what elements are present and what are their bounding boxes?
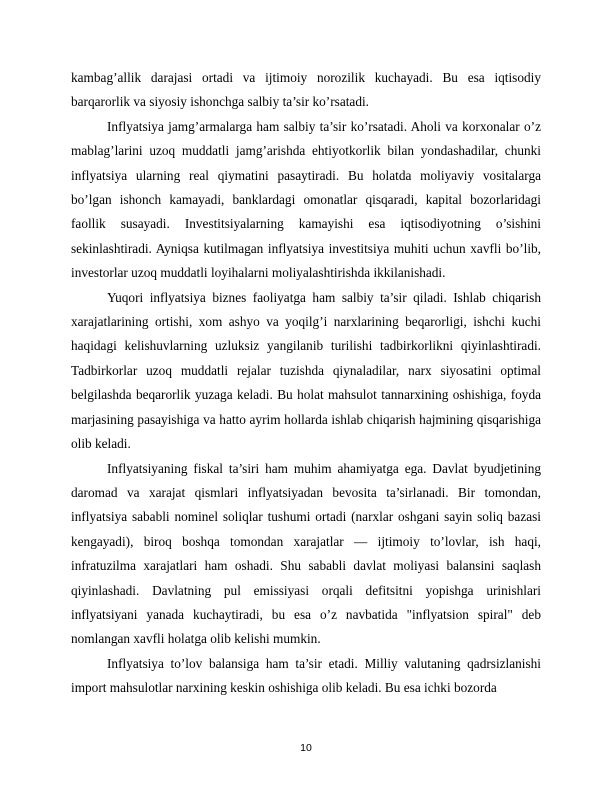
paragraph-savings: Inflyatsiya jamg’armalarga ham salbiy ta’sir ko’rsatadi. Aholi va korxonalar o’z mablag’larini uzoq muddatli jamg’arishda ehtiyotkorlik bilan yondashadilar, chunki inflyatsiya ularning real qiymatini pasaytiradi. Bu holatda moliyaviy vositalarga bo’lgan ishonch kamayadi, banklardagi omonatlar qisqaradi, kapital bozorlaridagi faollik susayadi. Investitsiyalarning kamayishi esa iqtisodiyotning o’sishini sekinlashtiradi. Ayniqsa kutilmagan inflyatsiya investitsiya muhiti uchun xavfli bo’lib, investorlar uzoq muddatli loyihalarni moliyalashtirishda ikkilanishadi. xyxy=(71,118,541,281)
page-number: 10 xyxy=(300,742,312,754)
paragraph-balance-of-payments: Inflyatsiya to’lov balansiga ham ta’sir etadi. Milliy valutaning qadrsizlanishi import mahsulotlar narxining keskin oshishiga olib keladi. Bu esa ichki bozorda xyxy=(71,655,541,696)
paragraph-continuation: kambag’allik darajasi ortadi va ijtimoiy norozilik kuchayadi. Bu esa iqtisodiy barqarorlik va siyosiy ishonchga salbiy ta’sir ko’rsatadi. xyxy=(71,70,541,110)
paragraph-fiscal: Inflyatsiyaning fiskal ta’siri ham muhim ahamiyatga ega. Davlat byudjetining daromad va xarajat qismlari inflyatsiyadan bevosita ta’sirlanadi. Bir tomondan, inflyatsiya sababli nominel soliqlar tushumi ortadi (narxlar oshgani sayin soliq bazasi kengayadi), biroq boshqa tomondan xarajatlar — ijtimoiy to’lovlar, ish haqi, infratuzilma xarajatlari ham oshadi. Shu sababli davlat moliyasi balansini saqlash qiyinlashadi. Davlatning pul emissiyasi orqali defitsitni yopishga urinishlari inflyatsiyani yanada kuchaytiradi, bu esa o’z navbatida "inflyatsion spiral" deb nomlangan xavfli holatga olib kelishi mumkin. xyxy=(71,460,541,647)
document-body xyxy=(71,66,541,701)
paragraph-business: Yuqori inflyatsiya biznes faoliyatga ham salbiy ta’sir qiladi. Ishlab chiqarish xarajatlarining ortishi, xom ashyo va yoqilg’i narxlarining beqarorligi, ishchi kuchi haqidagi kelishuvlarning uzluksiz yangilanib turilishi tadbirkorlikni qiyinlashtiradi. Tadbirkorlar uzoq muddatli rejalar tuzishda qiynaladilar, narx siyosatini optimal belgilashda beqarorlik yuzaga keladi. Bu holat mahsulot tannarxining oshishiga, foyda marjasining pasayishiga va hatto ayrim hollarda ishlab chiqarish hajmining qisqarishiga olib keladi. xyxy=(71,289,541,452)
